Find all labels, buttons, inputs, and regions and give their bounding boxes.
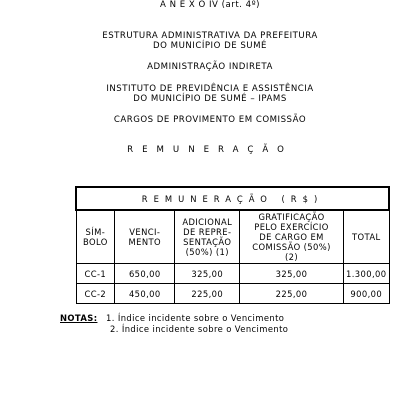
remuneration-table (75, 186, 390, 304)
structure-line-2: DO MUNICÍPIO DE SUMÉ (153, 41, 267, 51)
cell-total: 900,00 (344, 284, 390, 304)
annex-heading: A N E X O IV (art. 4º) (159, 0, 261, 10)
table-row (76, 284, 389, 304)
cell-bonus: 325,00 (240, 264, 344, 284)
cell-salary: 450,00 (115, 284, 175, 304)
administration-heading: ADMINISTRAÇÃO INDIRETA (147, 62, 273, 72)
cell-symbol: CC-1 (76, 264, 115, 284)
notes-section (60, 313, 288, 335)
institute-line-1: INSTITUTO DE PREVIDÊNCIA E ASSISTÊNCIA (106, 84, 314, 94)
cell-representation: 325,00 (175, 264, 240, 284)
table-row (76, 264, 389, 284)
column-header-bonus: GRATIFICAÇÃO PELO EXERCÍCIO DE CARGO EM COMISSÃO (50%) (2) (240, 210, 344, 264)
column-header-symbol: SÍM- BOLO (76, 210, 115, 264)
column-header-total: TOTAL (344, 210, 390, 264)
cell-salary: 650,00 (115, 264, 175, 284)
column-header-salary: VENCI- MENTO (115, 210, 175, 264)
institute-line-2: DO MUNICÍPIO DE SUMÉ – IPAMS (133, 94, 287, 104)
remuneration-heading: REMUNERAÇÃO (127, 145, 293, 155)
cell-representation: 225,00 (175, 284, 240, 304)
notes-label: NOTAS: (60, 313, 98, 323)
structure-line-1: ESTRUTURA ADMINISTRATIVA DA PREFEITURA (102, 31, 318, 41)
note-item-1: 1. Índice incidente sobre o Vencimento (106, 313, 285, 323)
cell-total: 1.300,00 (344, 264, 390, 284)
table-title: REMUNERAÇÃO (R$) (76, 187, 389, 210)
column-header-representation: ADICIONAL DE REPRE- SENTAÇÃO (50%) (1) (175, 210, 240, 264)
note-item-2: 2. Índice incidente sobre o Vencimento (110, 324, 289, 334)
positions-heading: CARGOS DE PROVIMENTO EM COMISSÃO (113, 115, 307, 125)
cell-bonus: 225,00 (240, 284, 344, 304)
cell-symbol: CC-2 (76, 284, 115, 304)
